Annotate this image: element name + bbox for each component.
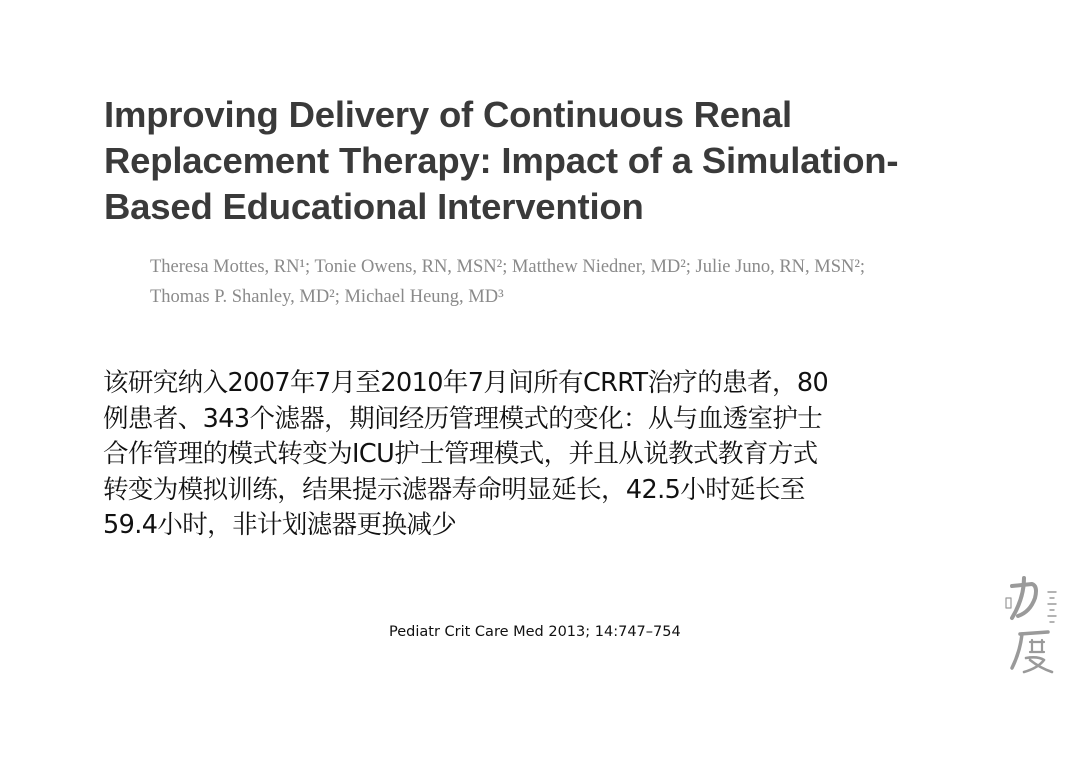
summary-line: 例患者、343个滤器，期间经历管理模式的变化：从与血透室护士: [103, 403, 823, 434]
calligraphy-seal-icon: [1004, 572, 1064, 678]
author-line: Thomas P. Shanley, MD²; Michael Heung, MD³: [150, 287, 504, 307]
summary-line: 该研究纳入2007年7月至2010年7月间所有CRRT治疗的患者，80: [103, 368, 829, 398]
article-title-line: Replacement Therapy: Impact of a Simulation-: [104, 140, 899, 181]
summary-line: 合作管理的模式转变为ICU护士管理模式，并且从说教式教育方式: [103, 439, 818, 469]
article-title-line: Based Educational Intervention: [104, 186, 644, 227]
author-list: [150, 252, 1030, 312]
article-title-line: Improving Delivery of Continuous Renal: [104, 94, 793, 135]
article-title: [104, 92, 1004, 230]
summary-line: 59.4小时，非计划滤器更换减少: [103, 510, 457, 540]
author-line: Theresa Mottes, RN¹; Tonie Owens, RN, MSN²; Matthew Niedner, MD²; Julie Juno, RN, MSN²;: [150, 257, 866, 277]
citation: Pediatr Crit Care Med 2013; 14:747–754: [389, 624, 681, 640]
study-summary: [103, 366, 1033, 544]
summary-line: 转变为模拟训练，结果提示滤器寿命明显延长，42.5小时延长至: [103, 474, 805, 505]
